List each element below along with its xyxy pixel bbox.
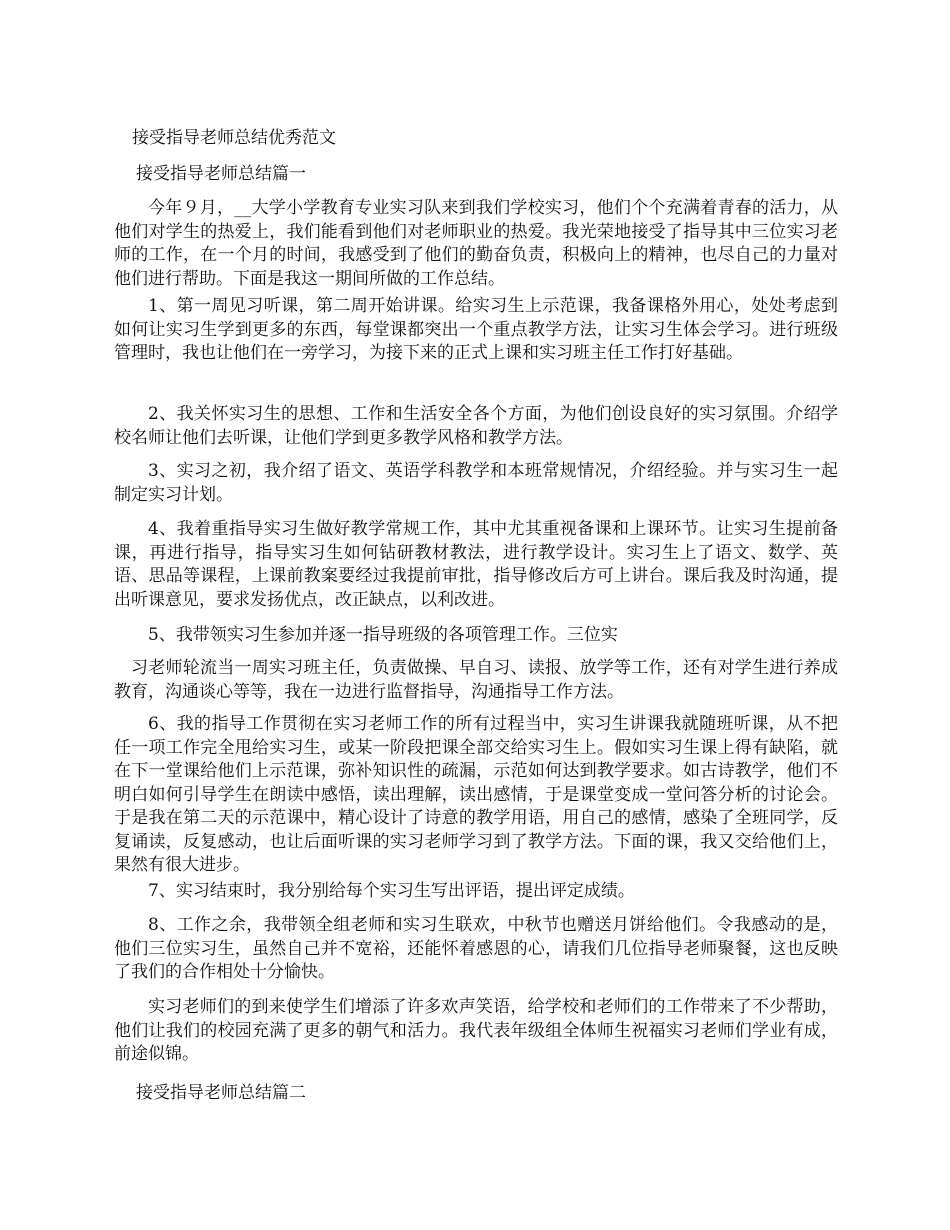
paragraph-item-5-continued: 习老师轮流当一周实习班主任，负责做操、早自习、读报、放学等工作，还有对学生进行养成教育，沟通谈心等等，我在一边进行监督指导，沟通指导工作方法。 xyxy=(114,658,838,702)
paragraph-item-5: 5、我带领实习生参加并逐一指导班级的各项管理工作。三位实 xyxy=(148,625,618,645)
section-heading-2: 接受指导老师总结篇二 xyxy=(136,1083,306,1103)
paragraph-item-8: 8、工作之余，我带领全组老师和实习生联欢，中秋节也赠送月饼给他们。令我感动的是，他们三位实习生，虽然自己并不宽裕，还能怀着感恩的心，请我们几位指导老师聚餐，这也反映了我们的合作相处十分愉快。 xyxy=(114,915,838,982)
paragraph-item-1: 1、第一周见习听课，第二周开始讲课。给实习生上示范课，我备课格外用心，处处考虑到如何让实习生学到更多的东西，每堂课都突出一个重点教学方法，让实习生体会学习。进行班级管理时，我也让他们在一旁学习，为接下来的正式上课和实习班主任工作打好基础。 xyxy=(114,296,838,363)
paragraph-item-7: 7、实习结束时，我分别给每个实习生写出评语，提出评定成绩。 xyxy=(148,881,635,901)
document-title: 接受指导老师总结优秀范文 xyxy=(132,128,336,148)
section-heading-1: 接受指导老师总结篇一 xyxy=(136,164,306,184)
paragraph-item-6: 6、我的指导工作贯彻在实习老师工作的所有过程当中，实习生讲课我就随班听课，从不把任一项工作完全甩给实习生，或某一阶段把课全部交给实习生上。假如实习生课上得有缺陷，就在下一堂课给他们上示范课，弥补知识性的疏漏，示范如何达到教学要求。如古诗教学，他们不明白如何引导学生在朗读中感悟，读出理解，读出感情，于是课堂变成一堂问答分析的讨论会。于是我在第二天的示范课中，精心设计了诗意的教学用语，用自己的感情，感染了全班同学，反复诵读，反复感动，也让后面听课的实习老师学习到了教学方法。下面的课，我又交给他们上，果然有很大进步。 xyxy=(114,714,838,875)
paragraph-item-3: 3、实习之初，我介绍了语文、英语学科教学和本班常规情况，介绍经验。并与实习生一起制定实习计划。 xyxy=(114,461,838,505)
paragraph-item-4: 4、我着重指导实习生做好教学常规工作，其中尤其重视备课和上课环节。让实习生提前备课，再进行指导，指导实习生如何钻研教材教法，进行教学设计。实习生上了语文、数学、英语、思品等课程，上课前教案要经过我提前审批，指导修改后方可上讲台。课后我及时沟通，提出听课意见，要求发扬优点，改正缺点，以利改进。 xyxy=(114,519,838,610)
paragraph-intro: 今年９月，__大学小学教育专业实习队来到我们学校实习，他们个个充满着青春的活力，从他们对学生的热爱上，我们能看到他们对老师职业的热爱。我光荣地接受了指导其中三位实习老师的工作，在一个月的时间，我感受到了他们的勤奋负责，积极向上的精神，也尽自己的力量对他们进行帮助。下面是我这一期间所做的工作总结。 xyxy=(114,198,838,289)
paragraph-closing: 实习老师们的到来使学生们增添了许多欢声笑语，给学校和老师们的工作带来了不少帮助，他们让我们的校园充满了更多的朝气和活力。我代表年级组全体师生祝福实习老师们学业有成，前途似锦。 xyxy=(114,997,838,1064)
paragraph-item-2: 2、我关怀实习生的思想、工作和生活安全各个方面，为他们创设良好的实习氛围。介绍学校名师让他们去听课，让他们学到更多教学风格和教学方法。 xyxy=(114,404,838,448)
